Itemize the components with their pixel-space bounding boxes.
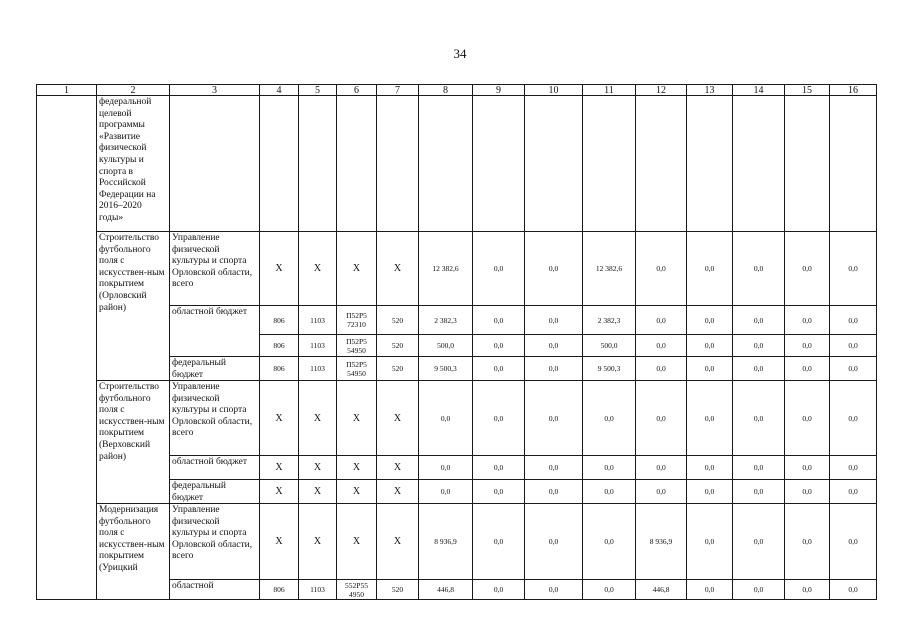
cell-text: 0,0 (548, 537, 559, 546)
value-cell (524, 503, 583, 580)
cell-text: X (393, 486, 402, 497)
cell-text: 0,0 (548, 341, 559, 350)
cell-text: 806 (273, 315, 285, 325)
value-cell (829, 334, 877, 357)
header-cell: 7 (376, 84, 419, 96)
cell-text: 0,0 (802, 264, 812, 273)
empty-cell (686, 95, 733, 232)
cell-text: 806 (273, 341, 285, 350)
value-cell (259, 455, 299, 480)
value-cell (376, 455, 419, 480)
cell-text: X (393, 263, 402, 274)
value-cell (829, 455, 877, 480)
cell-text: 0,0 (656, 487, 666, 496)
value-cell (298, 479, 337, 504)
cell-text: 0,0 (604, 585, 614, 594)
cell-text: 0,0 (848, 264, 858, 273)
label-cell (169, 479, 260, 504)
cell-text: 8 936,9 (649, 537, 673, 546)
label-cell (169, 305, 260, 357)
value-cell (336, 356, 377, 381)
value-cell (298, 334, 337, 357)
cell-text: 1103 (310, 585, 325, 594)
label-cell (96, 380, 170, 504)
value-cell (829, 305, 877, 335)
cell-text: 2 382,3 (434, 315, 457, 325)
cell-text: 0,0 (548, 463, 559, 472)
value-cell (582, 579, 636, 600)
value-cell (418, 455, 473, 480)
cell-text: X (352, 486, 361, 497)
header-cell: 5 (298, 84, 337, 96)
value-cell (582, 356, 636, 381)
cell-text: 0,0 (753, 341, 764, 350)
cell-text: 0,0 (753, 487, 764, 496)
value-cell (298, 356, 337, 381)
value-cell (732, 455, 785, 480)
cell-text: 0,0 (493, 264, 504, 273)
value-cell (472, 503, 525, 580)
cell-text: 0,0 (493, 487, 504, 496)
header-cell: 1 (36, 84, 97, 96)
cell-text: X (275, 486, 283, 497)
value-cell (686, 479, 733, 504)
cell-text: Модернизация футбольного поля с искусствен-ным покрытием (Урицкий (99, 505, 165, 573)
cell-text: 0,0 (440, 487, 451, 496)
cell-text: 0,0 (493, 537, 504, 546)
cell-text: П52Р5 72310 (346, 311, 367, 329)
cell-text: 0,0 (848, 364, 858, 373)
label-cell (96, 503, 170, 600)
value-cell (298, 503, 337, 580)
cell-text: федеральной целевой программы «Развитие физической культуры и спорта в Российской Федерации на 2016–2020 годы» (99, 97, 156, 223)
value-cell (336, 479, 377, 504)
cell-text: 0,0 (848, 315, 858, 325)
cell-text: X (275, 412, 283, 424)
value-cell (376, 334, 419, 357)
value-cell (784, 479, 830, 504)
value-cell (829, 503, 877, 580)
value-cell (336, 231, 377, 306)
cell-text: Управление физической культуры и спорта Орловской области, всего (172, 233, 253, 290)
cell-text: 0,0 (548, 264, 559, 273)
cell-text: 806 (273, 364, 285, 373)
value-cell (472, 305, 525, 335)
cell-text: 0,0 (704, 585, 715, 594)
empty-cell (829, 95, 877, 232)
cell-text: X (313, 462, 322, 473)
value-cell (784, 356, 830, 381)
cell-text: 0,0 (848, 585, 858, 594)
value-cell (732, 479, 785, 504)
empty-cell (259, 95, 299, 232)
value-cell (259, 334, 299, 357)
value-cell (635, 579, 687, 600)
value-cell (259, 479, 299, 504)
value-cell (298, 455, 337, 480)
value-cell (376, 305, 419, 335)
value-cell (336, 503, 377, 580)
cell-text: 500,0 (437, 341, 454, 350)
cell-text: 0,0 (493, 463, 504, 472)
cell-text: X (313, 412, 322, 424)
value-cell (784, 380, 830, 456)
value-cell (376, 503, 419, 580)
value-cell (686, 380, 733, 456)
value-cell (418, 479, 473, 504)
cell-text: X (352, 462, 361, 473)
value-cell (686, 356, 733, 381)
cell-text: X (275, 536, 283, 547)
value-cell (582, 380, 636, 456)
value-cell (686, 231, 733, 306)
value-cell (472, 455, 525, 480)
cell-text: X (393, 536, 402, 547)
cell-text: 0,0 (753, 585, 764, 594)
cell-text: 0,0 (704, 364, 715, 373)
label-cell (169, 579, 260, 600)
value-cell (686, 579, 733, 600)
cell-text: 0,0 (656, 463, 666, 472)
cell-text: X (275, 263, 283, 274)
cell-text: 0,0 (802, 413, 812, 423)
cell-text: 0,0 (802, 341, 812, 350)
value-cell (336, 579, 377, 600)
header-cell: 11 (582, 84, 636, 96)
cell-text: 1103 (310, 341, 325, 350)
value-cell (336, 305, 377, 335)
value-cell (472, 356, 525, 381)
value-cell (784, 579, 830, 600)
value-cell (732, 503, 785, 580)
cell-text: 0,0 (548, 413, 559, 423)
value-cell (582, 231, 636, 306)
cell-text: 1103 (310, 315, 325, 325)
cell-text: областной бюджет (172, 307, 248, 317)
label-cell (96, 95, 170, 232)
empty-cell (298, 95, 337, 232)
empty-cell (635, 95, 687, 232)
value-cell (336, 334, 377, 357)
cell-text: 0,0 (802, 364, 812, 373)
value-cell (259, 305, 299, 335)
cell-text: П52Р5 54950 (346, 359, 367, 378)
value-cell (376, 579, 419, 600)
value-cell (376, 479, 419, 504)
cell-text: Строительство футбольного поля с искусствен-ным покрытием (Орловский район) (99, 233, 165, 313)
cell-text: X (313, 536, 322, 547)
cell-text: 520 (391, 315, 404, 325)
cell-text: областной (172, 581, 214, 591)
value-cell (635, 305, 687, 335)
cell-text: 0,0 (802, 487, 812, 496)
cell-text: 520 (391, 585, 404, 594)
value-cell (829, 479, 877, 504)
value-cell (784, 305, 830, 335)
cell-text: 0,0 (753, 463, 764, 472)
cell-text: 0,0 (704, 341, 715, 350)
value-cell (686, 334, 733, 357)
cell-text: 1103 (310, 364, 325, 373)
value-cell (686, 305, 733, 335)
cell-text: 0,0 (704, 487, 715, 496)
cell-text: 0,0 (802, 315, 812, 325)
value-cell (582, 334, 636, 357)
value-cell (732, 305, 785, 335)
value-cell (829, 356, 877, 381)
cell-text: 0,0 (656, 364, 666, 373)
cell-text: X (313, 263, 322, 274)
value-cell (259, 579, 299, 600)
value-cell (298, 579, 337, 600)
label-cell (96, 231, 170, 381)
cell-text: 0,0 (704, 537, 715, 546)
value-cell (472, 579, 525, 600)
value-cell (686, 455, 733, 480)
value-cell (732, 380, 785, 456)
value-cell (635, 231, 687, 306)
value-cell (635, 503, 687, 580)
header-cell: 14 (732, 84, 785, 96)
cell-text: 0,0 (802, 537, 812, 546)
cell-text: 446,8 (437, 585, 454, 594)
header-cell: 6 (336, 84, 377, 96)
cell-text: 0,0 (493, 585, 504, 594)
cell-text: 2 382,3 (597, 315, 621, 325)
value-cell (259, 380, 299, 456)
cell-text: X (275, 462, 283, 473)
value-cell (524, 455, 583, 480)
cell-text: 0,0 (548, 315, 559, 325)
cell-text: 0,0 (753, 364, 764, 373)
value-cell (259, 231, 299, 306)
value-cell (582, 305, 636, 335)
cell-text: X (352, 536, 361, 547)
cell-text: 0,0 (848, 463, 858, 472)
cell-text: 0,0 (848, 413, 858, 423)
cell-text: 0,0 (656, 264, 666, 273)
cell-text: 520 (391, 341, 404, 350)
value-cell (418, 356, 473, 381)
header-cell: 8 (418, 84, 473, 96)
value-cell (829, 579, 877, 600)
value-cell (472, 479, 525, 504)
value-cell (635, 380, 687, 456)
cell-text: X (352, 263, 361, 274)
cell-text: 500,0 (600, 341, 618, 350)
cell-text: 0,0 (493, 413, 504, 423)
value-cell (472, 334, 525, 357)
label-cell (169, 455, 260, 480)
value-cell (784, 231, 830, 306)
value-cell (418, 231, 473, 306)
cell-text: 0,0 (440, 413, 451, 423)
header-cell: 15 (784, 84, 830, 96)
empty-cell (582, 95, 636, 232)
value-cell (635, 334, 687, 357)
value-cell (582, 455, 636, 480)
value-cell (524, 231, 583, 306)
cell-text: 9 500,3 (434, 364, 457, 373)
cell-text: 0,0 (848, 487, 858, 496)
cell-text: X (313, 486, 322, 497)
value-cell (418, 305, 473, 335)
cell-text: 0,0 (656, 315, 666, 325)
value-cell (298, 380, 337, 456)
cell-text: П52Р5 54950 (346, 336, 367, 355)
cell-text: федеральный бюджет (172, 481, 226, 503)
cell-text: 0,0 (848, 537, 858, 546)
cell-text: 0,0 (440, 463, 451, 472)
cell-text: 0,0 (753, 537, 764, 546)
value-cell (524, 380, 583, 456)
cell-text: Строительство футбольного поля с искусствен-ным покрытием (Верховский район) (99, 382, 165, 462)
value-cell (784, 334, 830, 357)
value-cell (635, 455, 687, 480)
value-cell (582, 479, 636, 504)
cell-text: 0,0 (493, 315, 504, 325)
header-cell: 10 (524, 84, 583, 96)
cell-text: 806 (273, 585, 285, 594)
value-cell (418, 380, 473, 456)
value-cell (732, 231, 785, 306)
value-cell (524, 334, 583, 357)
cell-text: 0,0 (753, 413, 764, 423)
cell-text: 446,8 (652, 585, 670, 594)
value-cell (336, 380, 377, 456)
empty-cell (784, 95, 830, 232)
cell-text: 8 936,9 (434, 537, 457, 546)
value-cell (376, 231, 419, 306)
value-cell (472, 231, 525, 306)
cell-text: 12 382,6 (432, 264, 459, 273)
cell-text: 0,0 (656, 413, 666, 423)
value-cell (336, 455, 377, 480)
cell-text: 0,0 (802, 463, 812, 472)
value-cell (259, 356, 299, 381)
cell-text: 0,0 (604, 463, 614, 472)
cell-text: 0,0 (493, 364, 504, 373)
cell-text: 520 (391, 364, 404, 373)
value-cell (829, 380, 877, 456)
label-cell (169, 231, 260, 306)
cell-text: X (393, 462, 402, 473)
value-cell (635, 356, 687, 381)
value-cell (524, 479, 583, 504)
value-cell (686, 503, 733, 580)
empty-cell (36, 95, 97, 600)
value-cell (784, 455, 830, 480)
empty-cell (472, 95, 525, 232)
cell-text: 9 500,3 (597, 364, 621, 373)
empty-cell (524, 95, 583, 232)
header-cell: 4 (259, 84, 299, 96)
value-cell (524, 305, 583, 335)
header-cell: 2 (96, 84, 170, 96)
empty-cell (376, 95, 419, 232)
cell-text: 0,0 (604, 487, 614, 496)
value-cell (418, 503, 473, 580)
cell-text: областной бюджет (172, 457, 248, 467)
value-cell (635, 479, 687, 504)
cell-text: X (352, 412, 361, 424)
cell-text: 0,0 (848, 341, 858, 350)
cell-text: 0,0 (704, 463, 715, 472)
cell-text: 0,0 (753, 264, 764, 273)
header-cell: 3 (169, 84, 260, 96)
value-cell (732, 356, 785, 381)
label-cell (169, 356, 260, 381)
cell-text: 0,0 (548, 487, 559, 496)
value-cell (259, 503, 299, 580)
cell-text: 0,0 (548, 585, 559, 594)
header-cell: 9 (472, 84, 525, 96)
value-cell (829, 231, 877, 306)
cell-text: 0,0 (704, 315, 715, 325)
cell-text: 0,0 (656, 341, 666, 350)
empty-cell (336, 95, 377, 232)
value-cell (298, 231, 337, 306)
header-cell: 13 (686, 84, 733, 96)
cell-text: Управление физической культуры и спорта Орловской области, всего (172, 382, 253, 439)
cell-text: 0,0 (704, 413, 715, 423)
value-cell (298, 305, 337, 335)
value-cell (376, 380, 419, 456)
value-cell (418, 579, 473, 600)
empty-cell (418, 95, 473, 232)
cell-text: 0,0 (604, 413, 614, 423)
value-cell (418, 334, 473, 357)
value-cell (524, 579, 583, 600)
page-number: 34 (453, 46, 467, 61)
header-cell: 12 (635, 84, 687, 96)
value-cell (732, 334, 785, 357)
label-cell (169, 380, 260, 456)
header-cell: 16 (829, 84, 877, 96)
cell-text: 0,0 (802, 585, 812, 594)
value-cell (582, 503, 636, 580)
empty-cell (169, 95, 260, 232)
value-cell (524, 356, 583, 381)
value-cell (784, 503, 830, 580)
cell-text: 552Р55 4950 (345, 580, 368, 599)
cell-text: 0,0 (548, 364, 559, 373)
cell-text: Управление физической культуры и спорта Орловской области, всего (172, 505, 253, 562)
value-cell (472, 380, 525, 456)
cell-text: 12 382,6 (595, 264, 623, 273)
value-cell (376, 356, 419, 381)
cell-text: 0,0 (704, 264, 715, 273)
cell-text: федеральный бюджет (172, 358, 226, 380)
cell-text: 0,0 (753, 315, 764, 325)
cell-text: 0,0 (493, 341, 504, 350)
empty-cell (732, 95, 785, 232)
cell-text: X (393, 412, 402, 424)
label-cell (169, 503, 260, 580)
value-cell (732, 579, 785, 600)
cell-text: 0,0 (604, 537, 614, 546)
